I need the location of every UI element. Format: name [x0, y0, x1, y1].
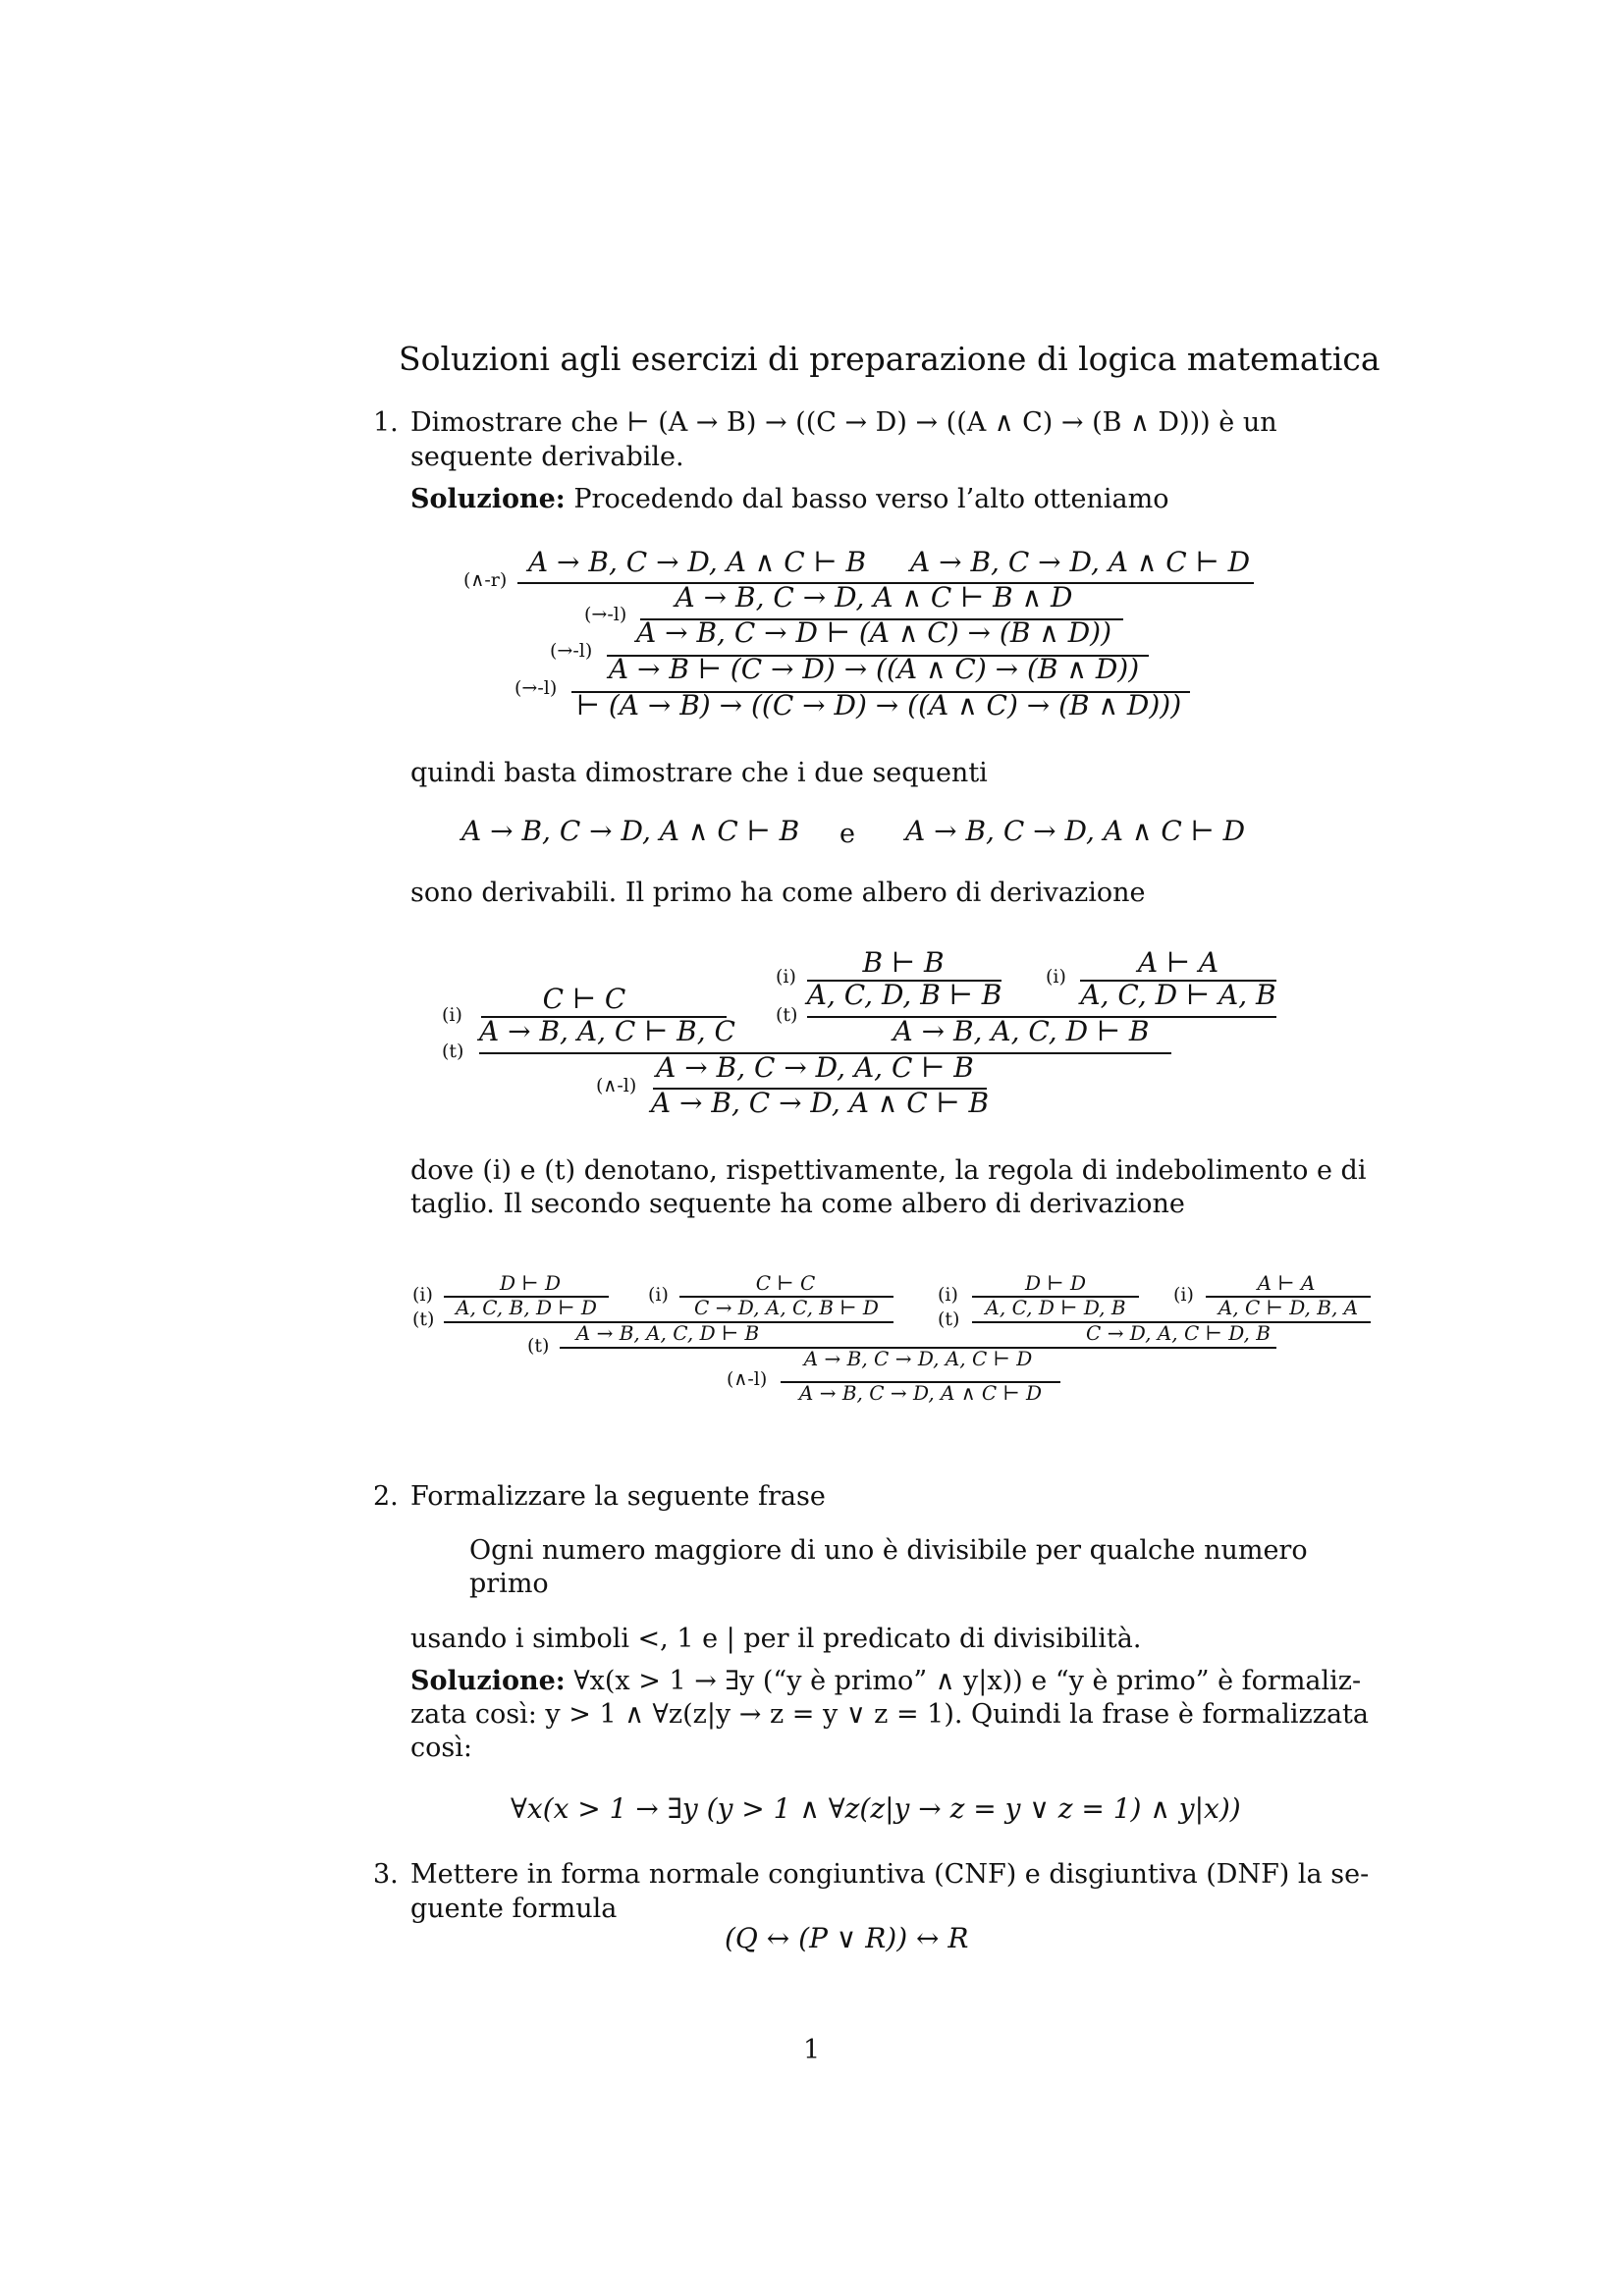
exercise-3-formula: (Q ↔ (P ∨ R)) ↔ R: [725, 1922, 969, 1954]
solution-2-text: ∀x(x > 1 → ∃y (“y è primo” ∧ y|x)) e “y è primo” è formaliz-: [573, 1666, 1362, 1696]
tree1-rule-and-r: (∧-r): [463, 569, 508, 591]
tree3-b-bottom: C → D, A, C, B ⊢ D: [694, 1296, 879, 1319]
text-two-sequents: quindi basta dimostrare che i due sequenti: [410, 758, 988, 788]
solution-label-2: Soluzione:: [410, 1666, 566, 1696]
tree2-left-top: C ⊢ C: [542, 983, 626, 1015]
tree2-lower-seq: A → B, C → D, A, C ⊢ B: [656, 1051, 974, 1084]
tree2-mid-top: B ⊢ B: [862, 946, 945, 979]
tree2-left-rule-i: (i): [442, 1004, 462, 1026]
sequent-b: A → B, C → D, A ∧ C ⊢ D: [905, 815, 1246, 847]
exercise-1-solution: [410, 483, 1169, 516]
tree3-low-rule: (t): [527, 1335, 550, 1357]
tree3-b-rule: (i): [648, 1284, 669, 1306]
tree2-rule-and-l: (∧-l): [596, 1075, 637, 1096]
tree3-d-top: A ⊢ A: [1257, 1271, 1316, 1295]
tree1-rule-imp-l-2: (→-l): [550, 640, 593, 662]
exercise-2-quote-line-1: Ogni numero maggiore di uno è divisibile per qualche numero: [469, 1535, 1308, 1566]
solution-label: Soluzione:: [410, 484, 566, 514]
tree2-right-rule-i: (i): [1046, 966, 1066, 988]
page-title: Soluzioni agli esercizi di preparazione di logica matematica: [399, 340, 1380, 378]
exercise-2-solution-line-1: [410, 1665, 1361, 1698]
exercise-1-statement-line-1: Dimostrare che ⊢ (A → B) → ((C → D) → ((A ∧ C) → (B ∧ D))) è un: [410, 407, 1277, 438]
sequent-a: A → B, C → D, A ∧ C ⊢ B: [461, 815, 800, 847]
tree3-end-seq: A → B, C → D, A ∧ C ⊢ D: [798, 1381, 1043, 1405]
exercise-1-number: 1.: [373, 407, 399, 438]
exercise-3-statement-line-2: guente formula: [410, 1894, 618, 1924]
tree3-a-rule: (i): [412, 1284, 433, 1306]
tree1-rule-imp-l-1: (→-l): [584, 604, 627, 625]
tree3-d-rule: (i): [1173, 1284, 1194, 1306]
tree2-mid-mid: A, C, D, B ⊢ B: [806, 979, 1002, 1011]
tree3-cd-bottom: C → D, A, C ⊢ D, B: [1086, 1321, 1271, 1345]
exercise-3-number: 3.: [373, 1859, 399, 1890]
tree3-c-top: D ⊢ D: [1025, 1271, 1086, 1295]
tree3-low-seq: A → B, C → D, A, C ⊢ D: [803, 1347, 1033, 1370]
tree3-c-rule: (i): [938, 1284, 958, 1306]
tree1-top-left: A → B, C → D, A ∧ C ⊢ B: [527, 546, 867, 578]
tree3-cd-rule: (t): [938, 1308, 960, 1330]
tree1-rule-imp-l-3: (→-l): [514, 677, 558, 699]
tree3-end-rule: (∧-l): [727, 1368, 768, 1390]
exercise-2-quote-line-2: primo: [469, 1569, 549, 1599]
exercise-1-statement-line-2: sequente derivabile.: [410, 442, 684, 472]
exercise-3-statement-line-1: Mettere in forma normale congiuntiva (CNF) e disgiuntiva (DNF) la se-: [410, 1859, 1370, 1890]
tree2-end-seq: A → B, C → D, A ∧ C ⊢ B: [650, 1087, 990, 1119]
tree3-b-top: C ⊢ C: [755, 1271, 816, 1295]
exercise-2-number: 2.: [373, 1481, 399, 1512]
exercise-2-solution-line-3: così:: [410, 1733, 472, 1763]
tree1-top-right: A → B, C → D, A ∧ C ⊢ D: [909, 546, 1251, 578]
tree3-d-bottom: A, C ⊢ D, B, A: [1218, 1296, 1359, 1319]
exercise-2-solution-line-2: zata così: y > 1 ∧ ∀z(z|y → z = y ∨ z = 1). Quindi la frase è formalizzata: [410, 1699, 1370, 1730]
sequent-conjunction: e: [839, 819, 855, 849]
tree2-left-mid: A → B, A, C ⊢ B, C: [479, 1015, 735, 1047]
exercise-2-statement: Formalizzare la seguente frase: [410, 1481, 826, 1512]
solution-intro: Procedendo dal basso verso l’alto otteniamo: [573, 484, 1169, 514]
tree2-right-mid: A, C, D ⊢ A, B: [1080, 979, 1276, 1011]
exercise-2-formula: ∀x(x > 1 → ∃y (y > 1 ∧ ∀z(z|y → z = y ∨ z = 1) ∧ y|x)): [511, 1792, 1241, 1825]
tree2-right-top: A ⊢ A: [1137, 946, 1219, 979]
tree2-lower-rule-t: (t): [442, 1041, 464, 1062]
exercise-2-statement-2: usando i simboli <, 1 e | per il predicato di divisibilità.: [410, 1624, 1142, 1654]
tree3-a-bottom: A, C, B, D ⊢ D: [456, 1296, 597, 1319]
page-number: 1: [803, 2035, 821, 2065]
text-dove-line-1: dove (i) e (t) denotano, rispettivamente, la regola di indebolimento e di: [410, 1155, 1367, 1186]
tree2-mid-rule-i: (i): [776, 966, 796, 988]
tree1-s2: A → B, C → D, A ∧ C ⊢ B ∧ D: [675, 581, 1073, 614]
tree3-ab-rule: (t): [412, 1308, 435, 1330]
tree1-s3: A → B, C → D ⊢ (A ∧ C) → (B ∧ D)): [635, 616, 1111, 649]
tree3-c-bottom: A, C, D ⊢ D, B: [985, 1296, 1126, 1319]
tree1-s4: A → B ⊢ (C → D) → ((A ∧ C) → (B ∧ D)): [608, 653, 1140, 685]
tree3-a-top: D ⊢ D: [500, 1271, 561, 1295]
text-first-tree: sono derivabili. Il primo ha come albero di derivazione: [410, 878, 1146, 908]
text-dove-line-2: taglio. Il secondo sequente ha come albero di derivazione: [410, 1189, 1185, 1219]
tree2-mid-right-bottom: A → B, A, C, D ⊢ B: [893, 1015, 1150, 1047]
tree3-ab-bottom: A → B, A, C, D ⊢ B: [575, 1321, 760, 1345]
tree1-s5: ⊢ (A → B) → ((C → D) → ((A ∧ C) → (B ∧ D))): [575, 689, 1182, 721]
tree2-mid-right-rule-t: (t): [776, 1004, 798, 1026]
